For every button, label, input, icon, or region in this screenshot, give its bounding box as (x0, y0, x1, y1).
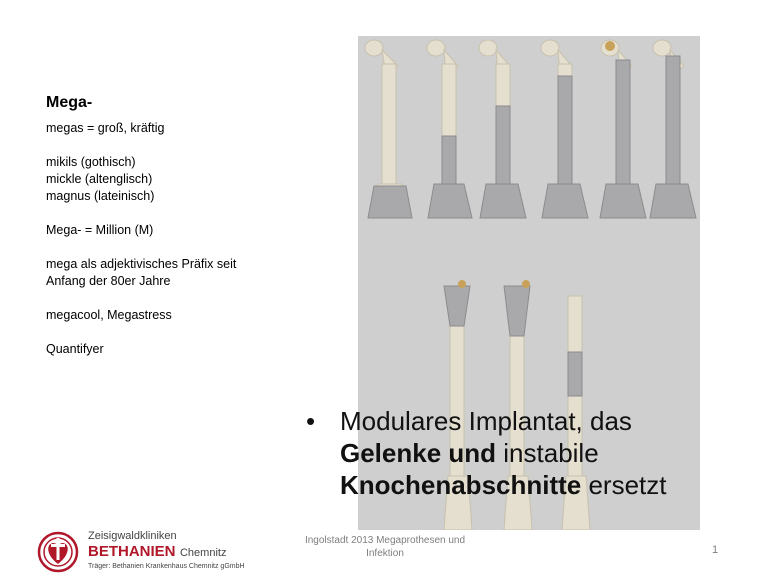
prosthesis-hip-7 (444, 286, 470, 326)
spacer (46, 205, 296, 222)
line-megacool: megacool, Megastress (46, 308, 172, 322)
footer-line1: Ingolstadt 2013 Megaprothesen und (304, 535, 466, 546)
line-anfang: Anfang der 80er Jahre (46, 274, 171, 288)
femoral-head-8 (522, 280, 530, 288)
bullet-text (340, 405, 704, 501)
cross-heart-icon (36, 530, 80, 574)
bullet-point (304, 405, 704, 501)
prosthesis-knee-1 (368, 186, 412, 218)
prosthesis-knee-2 (428, 184, 472, 218)
spacer (46, 290, 296, 307)
femoral-head-7 (458, 280, 466, 288)
page-number: 1 (712, 544, 719, 556)
prosthesis-knee-4 (542, 184, 588, 218)
prosthesis-stem-2 (442, 136, 456, 184)
logo-city: Chemnitz (179, 547, 227, 559)
prosthesis-knee-6 (650, 184, 696, 218)
line-praefix: mega als adjektivisches Präfix seit (46, 257, 237, 271)
line-mikils: mikils (gothisch) (46, 155, 136, 169)
prosthesis-stem-4 (558, 76, 572, 184)
bullet-text-part3: ersetzt (581, 470, 667, 500)
line-mickle: mickle (altenglisch) (46, 172, 153, 186)
bullet-bold-knochen: Knochenabschnitte (340, 470, 582, 500)
hospital-logo (36, 530, 266, 574)
footer-line2: Infektion (366, 548, 404, 559)
spacer (46, 239, 296, 256)
logo-text (88, 530, 245, 572)
spacer (46, 324, 296, 341)
logo-line1: Zeisigwaldkliniken (88, 530, 177, 542)
femoral-head-5 (605, 41, 615, 51)
logo-line3: Träger: Bethanien Krankenhaus Chemnitz gGmbH (88, 563, 245, 570)
line-million: Mega- = Million (M) (46, 223, 154, 237)
left-text-column (46, 92, 296, 358)
logo-brand (88, 543, 245, 562)
prosthesis-knee-3 (480, 184, 526, 218)
line-magnus: magnus (lateinisch) (46, 189, 155, 203)
bullet-text-part2: instabile (496, 438, 599, 468)
prosthesis-stem-6 (666, 56, 680, 184)
prosthesis-stem-5 (616, 60, 630, 184)
bullet-text-part1: Modulares Implantat, das (340, 406, 632, 436)
bullet-bold-gelenke: Gelenke und (340, 438, 497, 468)
heading-mega: Mega- (46, 94, 93, 111)
logo-brand-name: BETHANIEN (88, 543, 176, 560)
prosthesis-stem-3 (496, 106, 510, 184)
spacer (46, 137, 296, 154)
footer-caption (280, 534, 490, 560)
prosthesis-hip-8 (504, 286, 530, 336)
line-quantifyer: Quantifyer (46, 342, 104, 356)
line-megas: megas = groß, kräftig (46, 121, 165, 135)
bullet-icon: • (306, 406, 316, 436)
prosthesis-knee-5 (600, 184, 646, 218)
prosthesis-segment-9 (568, 352, 582, 396)
